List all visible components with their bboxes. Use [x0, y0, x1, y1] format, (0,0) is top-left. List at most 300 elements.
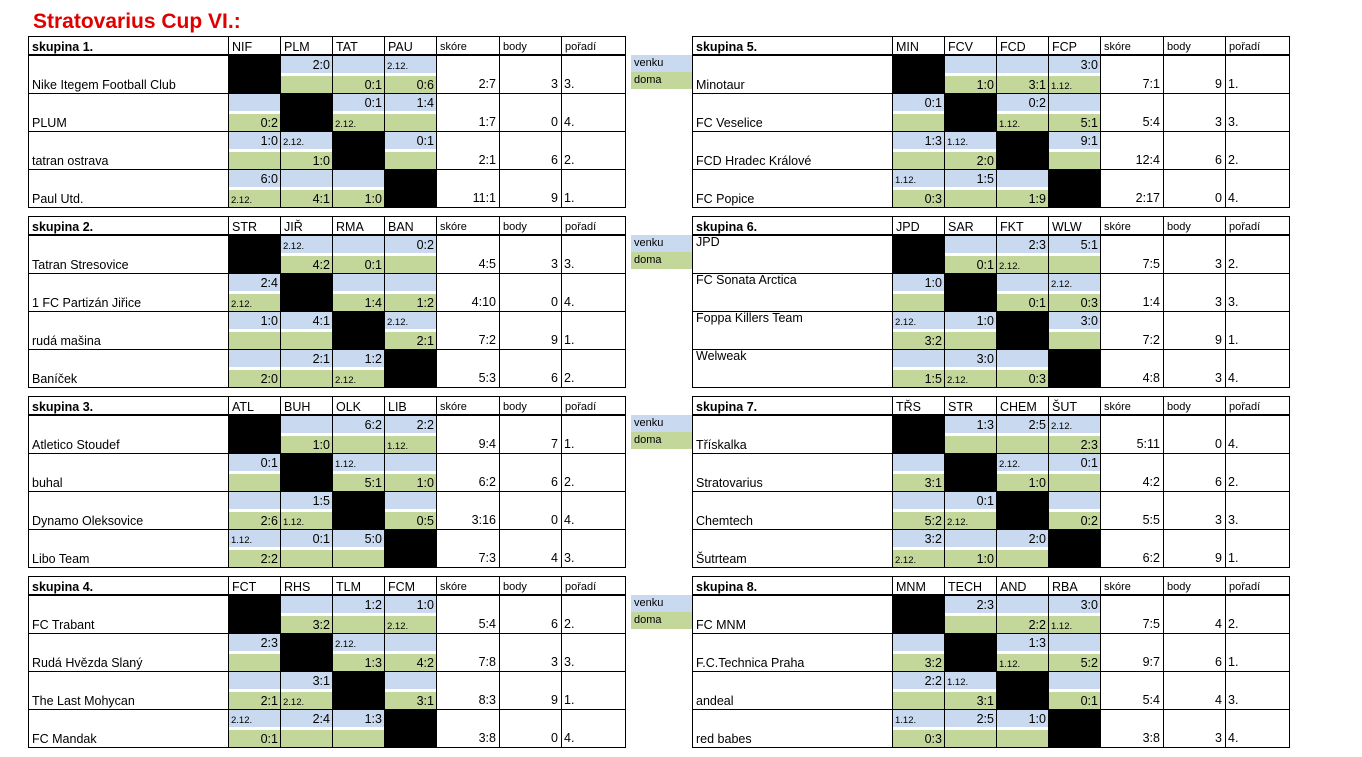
- away-match: [281, 170, 332, 187]
- team-name: Libo Team: [29, 530, 229, 568]
- match-cell: [281, 710, 333, 748]
- match-score: 2:1: [416, 333, 434, 348]
- away-match: [281, 350, 332, 367]
- away-match: [945, 672, 996, 689]
- match-cell: [333, 634, 385, 672]
- home-match: [229, 152, 280, 169]
- match-cell: [333, 454, 385, 492]
- match-score: 3:0: [1080, 57, 1098, 72]
- home-match: [997, 294, 1048, 311]
- match-score: 0:1: [416, 133, 434, 148]
- home-match: [945, 730, 996, 747]
- match-cell: [945, 55, 997, 94]
- home-match: [333, 190, 384, 207]
- team-name: FC Sonata Arctica: [693, 274, 893, 312]
- match-score: 1:0: [364, 191, 382, 206]
- away-match: [229, 530, 280, 547]
- group-table: [692, 396, 1290, 568]
- legend-home: doma: [631, 612, 692, 629]
- team-name: Šutrteam: [693, 530, 893, 568]
- away-match: [333, 530, 384, 547]
- home-match: [1049, 436, 1100, 453]
- team-points: 0: [500, 94, 562, 132]
- home-match: [997, 76, 1048, 93]
- match-cell: [333, 710, 385, 748]
- away-match: [385, 634, 436, 651]
- team-rank: 4.: [562, 710, 626, 748]
- match-score: 1:5: [924, 371, 942, 386]
- team-rank: 3.: [562, 235, 626, 274]
- away-match: [893, 170, 944, 187]
- away-match: [385, 236, 436, 253]
- match-cell: [893, 350, 945, 388]
- match-cell: [333, 94, 385, 132]
- home-match: [893, 294, 944, 311]
- match-date: 2.12.: [387, 620, 409, 632]
- home-match: [945, 616, 996, 633]
- team-code: ATL: [229, 397, 281, 416]
- match-score: 3:1: [312, 673, 330, 688]
- self-match-block: [945, 454, 997, 492]
- team-name: Chemtech: [693, 492, 893, 530]
- team-score: 7:2: [1101, 312, 1164, 350]
- table-row: [29, 170, 626, 208]
- match-date: 2.12.: [335, 374, 357, 386]
- home-match: [229, 294, 280, 311]
- home-match: [229, 692, 280, 709]
- match-cell: [281, 312, 333, 350]
- match-cell: [893, 312, 945, 350]
- team-rank: 2.: [1226, 595, 1290, 634]
- group-table: [28, 576, 626, 748]
- away-match: [945, 350, 996, 367]
- table-row: [693, 350, 1290, 388]
- away-match: [997, 530, 1048, 547]
- table-row: [29, 672, 626, 710]
- match-score: 3:1: [1028, 77, 1046, 92]
- away-match: [333, 634, 384, 651]
- match-cell: [997, 710, 1049, 748]
- team-code: LIB: [385, 397, 437, 416]
- match-score: 3:1: [976, 693, 994, 708]
- home-match: [281, 512, 332, 529]
- team-rank: 2.: [562, 350, 626, 388]
- team-rank: 4.: [562, 492, 626, 530]
- match-score: 0:1: [924, 95, 942, 110]
- match-score: 0:3: [1028, 371, 1046, 386]
- home-match: [893, 370, 944, 387]
- team-rank: 2.: [562, 595, 626, 634]
- team-score: 1:4: [1101, 274, 1164, 312]
- match-score: 1:9: [1028, 191, 1046, 206]
- match-score: 5:1: [364, 475, 382, 490]
- match-date: 2.12.: [231, 714, 253, 726]
- match-cell: [385, 634, 437, 672]
- home-match: [997, 550, 1048, 567]
- match-score: 2:4: [312, 711, 330, 726]
- self-match-block: [333, 312, 385, 350]
- match-score: 0:1: [1080, 693, 1098, 708]
- team-points: 3: [1164, 274, 1226, 312]
- team-score: 2:1: [437, 132, 500, 170]
- rank-header: pořadí: [1226, 217, 1290, 236]
- home-match: [1049, 76, 1100, 93]
- away-match: [1049, 454, 1100, 471]
- away-match: [229, 710, 280, 727]
- home-match: [281, 436, 332, 453]
- match-score: 1:4: [364, 295, 382, 310]
- score-header: skóre: [437, 577, 500, 596]
- match-date: 1.12.: [895, 174, 917, 186]
- away-match: [333, 454, 384, 471]
- match-cell: [1049, 94, 1101, 132]
- match-cell: [945, 672, 997, 710]
- match-cell: [385, 454, 437, 492]
- group-header-row: [693, 577, 1290, 596]
- away-match: [1049, 634, 1100, 651]
- team-code: RHS: [281, 577, 333, 596]
- match-date: 2.12.: [947, 516, 969, 528]
- team-code: TECH: [945, 577, 997, 596]
- match-date: 1.12.: [1051, 80, 1073, 92]
- team-rank: 1.: [562, 415, 626, 454]
- home-match: [385, 436, 436, 453]
- home-match: [893, 692, 944, 709]
- home-match: [893, 190, 944, 207]
- away-match: [893, 672, 944, 689]
- away-match: [945, 530, 996, 547]
- match-score: 1:3: [976, 417, 994, 432]
- self-match-block: [385, 170, 437, 208]
- match-cell: [229, 492, 281, 530]
- match-cell: [893, 454, 945, 492]
- points-header: body: [1164, 217, 1226, 236]
- match-date: 2.12.: [335, 638, 357, 650]
- match-score: 1:0: [1028, 711, 1046, 726]
- team-rank: 1.: [1226, 55, 1290, 94]
- team-name: F.C.Technica Praha: [693, 634, 893, 672]
- team-score: 5:4: [1101, 672, 1164, 710]
- away-match: [229, 492, 280, 509]
- match-score: 1:0: [312, 153, 330, 168]
- home-match: [385, 616, 436, 633]
- group-name: skupina 6.: [693, 217, 893, 236]
- home-match: [385, 76, 436, 93]
- team-points: 7: [500, 415, 562, 454]
- self-match-block: [229, 415, 281, 454]
- team-rank: 4.: [1226, 170, 1290, 208]
- home-match: [281, 616, 332, 633]
- table-row: [693, 415, 1290, 454]
- away-match: [229, 634, 280, 651]
- points-header: body: [500, 217, 562, 236]
- away-match: [893, 94, 944, 111]
- home-match: [945, 692, 996, 709]
- team-name: Foppa Killers Team: [693, 312, 893, 350]
- team-name: FC MNM: [693, 595, 893, 634]
- match-score: 0:1: [312, 531, 330, 546]
- home-match: [281, 332, 332, 349]
- away-match: [997, 274, 1048, 291]
- group-name: skupina 4.: [29, 577, 229, 596]
- match-cell: [945, 710, 997, 748]
- match-score: 0:1: [364, 95, 382, 110]
- away-match: [1049, 132, 1100, 149]
- home-match: [385, 692, 436, 709]
- team-points: 6: [1164, 132, 1226, 170]
- match-cell: [281, 170, 333, 208]
- table-row: [693, 235, 1290, 274]
- away-match: [385, 312, 436, 329]
- team-score: 6:2: [1101, 530, 1164, 568]
- team-rank: 1.: [562, 312, 626, 350]
- match-score: 2:2: [1028, 617, 1046, 632]
- group-header-row: [29, 217, 626, 236]
- team-code: BUH: [281, 397, 333, 416]
- match-score: 3:2: [924, 333, 942, 348]
- match-score: 5:2: [1080, 655, 1098, 670]
- team-points: 9: [1164, 530, 1226, 568]
- away-match: [333, 416, 384, 433]
- home-match: [945, 550, 996, 567]
- home-match: [997, 114, 1048, 131]
- match-score: 3:2: [312, 617, 330, 632]
- away-match: [893, 454, 944, 471]
- match-cell: [997, 350, 1049, 388]
- team-score: 5:4: [1101, 94, 1164, 132]
- away-match: [281, 530, 332, 547]
- team-name: buhal: [29, 454, 229, 492]
- match-cell: [229, 94, 281, 132]
- team-code: FCV: [945, 37, 997, 56]
- away-match: [385, 416, 436, 433]
- away-match: [281, 416, 332, 433]
- team-points: 3: [1164, 94, 1226, 132]
- away-match: [229, 672, 280, 689]
- group-name: skupina 3.: [29, 397, 229, 416]
- rank-header: pořadí: [562, 217, 626, 236]
- home-match: [229, 512, 280, 529]
- score-header: skóre: [1101, 397, 1164, 416]
- team-name: FC Trabant: [29, 595, 229, 634]
- away-match: [333, 274, 384, 291]
- team-score: 5:3: [437, 350, 500, 388]
- match-date: 1.12.: [999, 658, 1021, 670]
- match-score: 2:5: [976, 711, 994, 726]
- match-score: 2:1: [312, 351, 330, 366]
- away-match: [333, 170, 384, 187]
- match-cell: [1049, 415, 1101, 454]
- match-cell: [997, 235, 1049, 274]
- legend-away: venku: [631, 415, 692, 432]
- away-match: [333, 56, 384, 73]
- match-cell: [281, 492, 333, 530]
- away-match: [1049, 672, 1100, 689]
- team-points: 6: [1164, 634, 1226, 672]
- table-row: [29, 595, 626, 634]
- home-match: [893, 474, 944, 491]
- match-cell: [385, 672, 437, 710]
- team-code: RBA: [1049, 577, 1101, 596]
- home-match: [1049, 332, 1100, 349]
- match-score: 0:3: [1080, 295, 1098, 310]
- away-match: [893, 350, 944, 367]
- table-row: [693, 672, 1290, 710]
- home-match: [945, 76, 996, 93]
- rank-header: pořadí: [562, 37, 626, 56]
- team-score: 2:17: [1101, 170, 1164, 208]
- table-row: [29, 530, 626, 568]
- table-row: [693, 55, 1290, 94]
- match-score: 3:2: [924, 531, 942, 546]
- team-points: 3: [1164, 492, 1226, 530]
- away-match: [1049, 236, 1100, 253]
- self-match-block: [1049, 170, 1101, 208]
- away-match: [1049, 416, 1100, 433]
- home-match: [229, 654, 280, 671]
- self-match-block: [333, 132, 385, 170]
- team-code: MIN: [893, 37, 945, 56]
- team-name: rudá mašina: [29, 312, 229, 350]
- match-cell: [997, 530, 1049, 568]
- table-row: [693, 94, 1290, 132]
- match-score: 4:1: [312, 191, 330, 206]
- legend-away: venku: [631, 595, 692, 612]
- away-match: [385, 596, 436, 613]
- match-score: 0:1: [1080, 455, 1098, 470]
- match-cell: [333, 274, 385, 312]
- home-match: [997, 616, 1048, 633]
- team-code: FCT: [229, 577, 281, 596]
- match-date: 2.12.: [231, 298, 253, 310]
- away-match: [1049, 56, 1100, 73]
- team-points: 9: [500, 672, 562, 710]
- self-match-block: [281, 274, 333, 312]
- home-match: [1049, 474, 1100, 491]
- table-row: [29, 454, 626, 492]
- team-points: 0: [500, 492, 562, 530]
- self-match-block: [945, 274, 997, 312]
- team-rank: 4.: [1226, 350, 1290, 388]
- match-date: 1.12.: [387, 440, 409, 452]
- away-match: [893, 492, 944, 509]
- match-score: 1:2: [364, 351, 382, 366]
- home-match: [1049, 616, 1100, 633]
- away-match: [893, 530, 944, 547]
- home-match: [281, 692, 332, 709]
- table-row: [693, 595, 1290, 634]
- match-score: 0:1: [364, 257, 382, 272]
- match-cell: [281, 595, 333, 634]
- match-date: 2.12.: [895, 316, 917, 328]
- home-match: [997, 654, 1048, 671]
- home-match: [893, 332, 944, 349]
- match-cell: [229, 634, 281, 672]
- self-match-block: [893, 235, 945, 274]
- team-rank: 3.: [562, 55, 626, 94]
- match-cell: [945, 492, 997, 530]
- home-match: [281, 152, 332, 169]
- team-points: 9: [500, 170, 562, 208]
- away-match: [945, 312, 996, 329]
- away-match: [997, 710, 1048, 727]
- team-code: JIŘ: [281, 217, 333, 236]
- team-rank: 1.: [1226, 530, 1290, 568]
- score-header: skóre: [437, 217, 500, 236]
- match-score: 2:0: [976, 153, 994, 168]
- home-match: [1049, 256, 1100, 273]
- away-match: [385, 274, 436, 291]
- team-points: 6: [1164, 454, 1226, 492]
- match-score: 1:4: [416, 95, 434, 110]
- group-table: [28, 396, 626, 568]
- group-name: skupina 8.: [693, 577, 893, 596]
- table-row: [693, 710, 1290, 748]
- match-cell: [229, 350, 281, 388]
- match-score: 2:2: [924, 673, 942, 688]
- team-score: 3:8: [437, 710, 500, 748]
- team-name: FC Veselice: [693, 94, 893, 132]
- team-rank: 2.: [1226, 454, 1290, 492]
- match-cell: [229, 454, 281, 492]
- self-match-block: [997, 492, 1049, 530]
- team-rank: 3.: [1226, 492, 1290, 530]
- team-points: 3: [500, 235, 562, 274]
- table-row: [29, 634, 626, 672]
- team-code: TŘS: [893, 397, 945, 416]
- group-header-row: [29, 577, 626, 596]
- team-points: 3: [500, 634, 562, 672]
- match-cell: [945, 530, 997, 568]
- match-date: 1.12.: [335, 458, 357, 470]
- away-match: [229, 454, 280, 471]
- team-score: 7:1: [1101, 55, 1164, 94]
- team-score: 7:5: [1101, 595, 1164, 634]
- match-score: 1:0: [416, 597, 434, 612]
- match-cell: [997, 94, 1049, 132]
- rank-header: pořadí: [1226, 577, 1290, 596]
- home-match: [893, 654, 944, 671]
- team-code: PLM: [281, 37, 333, 56]
- match-score: 1:0: [976, 77, 994, 92]
- match-date: 1.12.: [947, 136, 969, 148]
- table-row: [693, 492, 1290, 530]
- team-score: 5:5: [1101, 492, 1164, 530]
- table-row: [693, 530, 1290, 568]
- table-row: [29, 55, 626, 94]
- match-score: 1:0: [976, 551, 994, 566]
- match-score: 0:3: [924, 191, 942, 206]
- team-code: FKT: [997, 217, 1049, 236]
- away-match: [1049, 492, 1100, 509]
- away-match: [333, 236, 384, 253]
- table-row: [693, 170, 1290, 208]
- match-score: 4:2: [312, 257, 330, 272]
- away-match: [997, 634, 1048, 651]
- match-score: 3:0: [976, 351, 994, 366]
- team-points: 9: [1164, 312, 1226, 350]
- self-match-block: [893, 55, 945, 94]
- match-cell: [997, 454, 1049, 492]
- home-match: [945, 190, 996, 207]
- home-match: [1049, 152, 1100, 169]
- match-cell: [385, 595, 437, 634]
- home-match: [229, 190, 280, 207]
- group-table: [692, 36, 1290, 208]
- match-cell: [1049, 274, 1101, 312]
- team-code: RMA: [333, 217, 385, 236]
- match-date: 1.12.: [947, 676, 969, 688]
